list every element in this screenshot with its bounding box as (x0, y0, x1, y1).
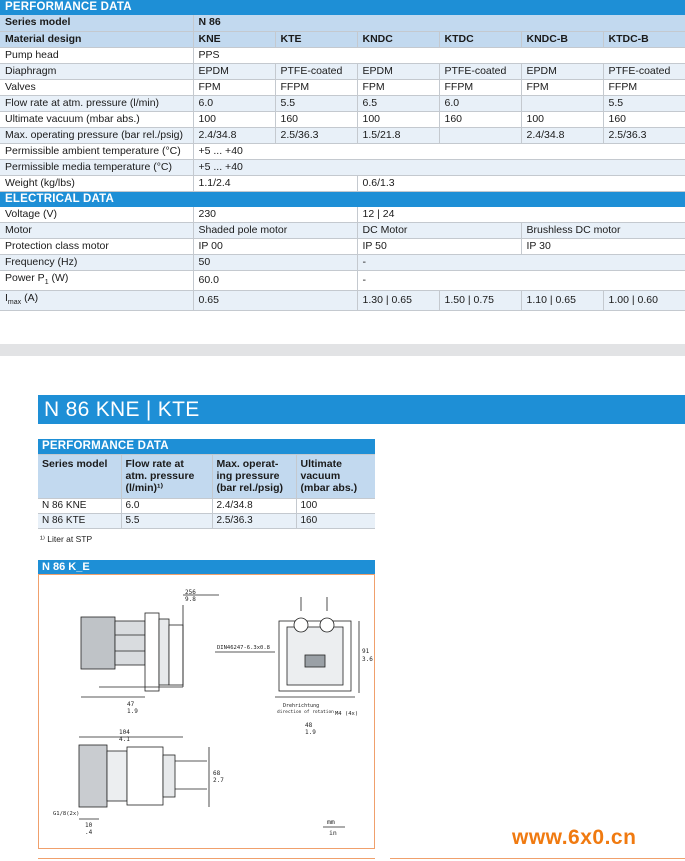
footnote: ¹⁾ Liter at STP (40, 534, 93, 544)
dim-label: 1.9 (127, 708, 138, 715)
small-table-columns (38, 454, 375, 498)
table-cell: 0.6/1.3 (357, 175, 685, 191)
table-row (0, 255, 685, 271)
small-table-header (38, 439, 375, 454)
top-view (79, 737, 209, 819)
table-cell: 6.0 (439, 95, 521, 111)
dim-label: .4 (85, 829, 93, 836)
table-row (38, 498, 375, 513)
table-cell (521, 95, 603, 111)
bottom-rule-right (390, 858, 685, 859)
table-cell: EPDM (193, 63, 275, 79)
table-row (0, 95, 685, 111)
dim-label: 48 (305, 722, 313, 729)
performance-electrical-table (0, 0, 685, 311)
table-cell: +5 ... +40 (193, 159, 685, 175)
table-cell: 100 (521, 111, 603, 127)
table-cell: N 86 KTE (38, 513, 121, 528)
table-cell: 230 (193, 207, 357, 223)
row-label: Motor (0, 223, 193, 239)
table-cell (439, 127, 521, 143)
table-cell: 1.10 | 0.65 (521, 291, 603, 311)
table-cell: IP 30 (521, 239, 685, 255)
table-cell: PTFE-coated (603, 63, 685, 79)
table-row (0, 127, 685, 143)
label-subscript: max (7, 299, 22, 307)
table-cell: 2.5/36.3 (275, 127, 357, 143)
table-cell: 2.4/34.8 (521, 127, 603, 143)
dim-label: 256 (185, 589, 196, 596)
table-cell: FPM (193, 79, 275, 95)
watermark: www.6x0.cn (512, 826, 637, 849)
table-cell: 1.1/2.4 (193, 175, 357, 191)
table-cell: PTFE-coated (275, 63, 357, 79)
row-label: Protection class motor (0, 239, 193, 255)
table-cell: - (357, 271, 685, 291)
dimension-drawing (39, 575, 374, 848)
header-cell: KNDC-B (521, 31, 603, 47)
table-cell: 1.00 | 0.60 (603, 291, 685, 311)
small-table-title: PERFORMANCE DATA (38, 439, 375, 454)
table-cell: 5.5 (121, 513, 212, 528)
table-cell: 2.4/34.8 (193, 127, 275, 143)
table-row (0, 47, 685, 63)
table-cell: 6.5 (357, 95, 439, 111)
table-cell: FFPM (275, 79, 357, 95)
electrical-section-header (0, 191, 685, 207)
table-cell: N 86 KNE (38, 498, 121, 513)
table-cell: 12 | 24 (357, 207, 685, 223)
mount-label: M4 (4x) (335, 711, 359, 717)
row-label (0, 291, 193, 311)
performance-title: PERFORMANCE DATA (0, 0, 685, 15)
table-cell: 100 (193, 111, 275, 127)
row-label (0, 271, 193, 291)
table-cell: 1.30 | 0.65 (357, 291, 439, 311)
table-cell: Brushless DC motor (521, 223, 685, 239)
row-label: Diaphragm (0, 63, 193, 79)
table-cell: 60.0 (193, 271, 357, 291)
table-cell: 2.5/36.3 (603, 127, 685, 143)
table-row (0, 159, 685, 175)
row-label: Max. operating pressure (bar rel./psig) (0, 127, 193, 143)
table-cell: 100 (296, 498, 375, 513)
table-row (0, 223, 685, 239)
table-cell: 0.65 (193, 291, 357, 311)
table-cell: EPDM (521, 63, 603, 79)
row-label: Weight (kg/lbs) (0, 175, 193, 191)
header-cell: Material design (0, 31, 193, 47)
table-cell: 6.0 (121, 498, 212, 513)
unit-label: in (329, 829, 337, 837)
table-row (0, 271, 685, 291)
table-row (0, 239, 685, 255)
header-cell: KNE (193, 31, 275, 47)
technical-drawing (38, 574, 375, 849)
table-row (0, 207, 685, 223)
column-header: Flow rate at atm. pressure (l/min)¹⁾ (121, 454, 212, 498)
table-cell: FPM (357, 79, 439, 95)
column-header: Series model (38, 454, 121, 498)
dim-label: 47 (127, 701, 135, 708)
table-cell: 5.5 (275, 95, 357, 111)
product-title: N 86 KNE | KTE (44, 398, 200, 421)
table-cell: 160 (275, 111, 357, 127)
table-row (0, 111, 685, 127)
product-performance-table (38, 439, 375, 529)
dim-label: 3.6 (362, 656, 373, 663)
table-row (0, 63, 685, 79)
rotation-label: direction of rotation (277, 710, 334, 715)
table-cell: IP 50 (357, 239, 521, 255)
header-cell: KNDC (357, 31, 439, 47)
table-cell: 5.5 (603, 95, 685, 111)
table-cell: 160 (603, 111, 685, 127)
drawing-title: N 86 K_E (38, 560, 375, 574)
row-label: Valves (0, 79, 193, 95)
table-row (0, 291, 685, 311)
row-label: Pump head (0, 47, 193, 63)
header-cell: N 86 (193, 15, 685, 31)
label-text: I (5, 292, 8, 305)
dim-label: 10 (85, 822, 93, 829)
table-cell: PPS (193, 47, 685, 63)
table-cell: IP 00 (193, 239, 357, 255)
table-cell: 100 (357, 111, 439, 127)
table-cell: FPM (521, 79, 603, 95)
unit-label: mm (327, 818, 335, 826)
table-cell: 1.50 | 0.75 (439, 291, 521, 311)
side-view (81, 595, 219, 697)
dim-label: 91 (362, 648, 370, 655)
table-cell: 2.4/34.8 (212, 498, 296, 513)
table-row (0, 143, 685, 159)
label-text: (W) (48, 272, 69, 284)
table-cell: 1.5/21.8 (357, 127, 439, 143)
table-row (0, 175, 685, 191)
dim-label: 4.1 (119, 736, 130, 743)
table-cell: FFPM (603, 79, 685, 95)
column-header: Ultimate vacuum (mbar abs.) (296, 454, 375, 498)
section-divider (0, 344, 685, 356)
table-cell: DC Motor (357, 223, 521, 239)
electrical-title: ELECTRICAL DATA (0, 191, 685, 207)
dim-label: 9.8 (185, 596, 196, 603)
table-cell: Shaded pole motor (193, 223, 357, 239)
row-label: Permissible media temperature (°C) (0, 159, 193, 175)
table-cell: - (357, 255, 685, 271)
dim-label: 2.7 (213, 777, 224, 784)
table-cell: FFPM (439, 79, 521, 95)
dim-label: 104 (119, 729, 130, 736)
material-design-row (0, 31, 685, 47)
label-text: Power P (5, 272, 45, 284)
header-cell: KTDC-B (603, 31, 685, 47)
table-cell: +5 ... +40 (193, 143, 685, 159)
table-cell: 160 (296, 513, 375, 528)
row-label: Ultimate vacuum (mbar abs.) (0, 111, 193, 127)
port-label: G1/8(2x) (53, 811, 80, 817)
table-cell: 50 (193, 255, 357, 271)
rotation-label: Drehrichtung (283, 703, 320, 709)
table-row (38, 513, 375, 528)
table-cell: 6.0 (193, 95, 275, 111)
bottom-rule-left (38, 858, 375, 859)
header-cell: KTDC (439, 31, 521, 47)
column-header: Max. operat-ing pressure (bar rel./psig) (212, 454, 296, 498)
table-cell: 2.5/36.3 (212, 513, 296, 528)
row-label: Permissible ambient temperature (°C) (0, 143, 193, 159)
table-row (0, 79, 685, 95)
performance-section-header (0, 0, 685, 15)
table-cell: PTFE-coated (439, 63, 521, 79)
label-text: (A) (21, 292, 39, 305)
thread-label: DIN46247-6.3x0.8 (217, 645, 270, 651)
series-model-row (0, 15, 685, 31)
table-cell: 160 (439, 111, 521, 127)
row-label: Voltage (V) (0, 207, 193, 223)
header-cell: Series model (0, 15, 193, 31)
dim-label: 1.9 (305, 729, 316, 736)
row-label: Flow rate at atm. pressure (l/min) (0, 95, 193, 111)
table-cell: EPDM (357, 63, 439, 79)
header-cell: KTE (275, 31, 357, 47)
label-subscript: 1 (44, 279, 49, 287)
dim-label: 68 (213, 770, 221, 777)
row-label: Frequency (Hz) (0, 255, 193, 271)
